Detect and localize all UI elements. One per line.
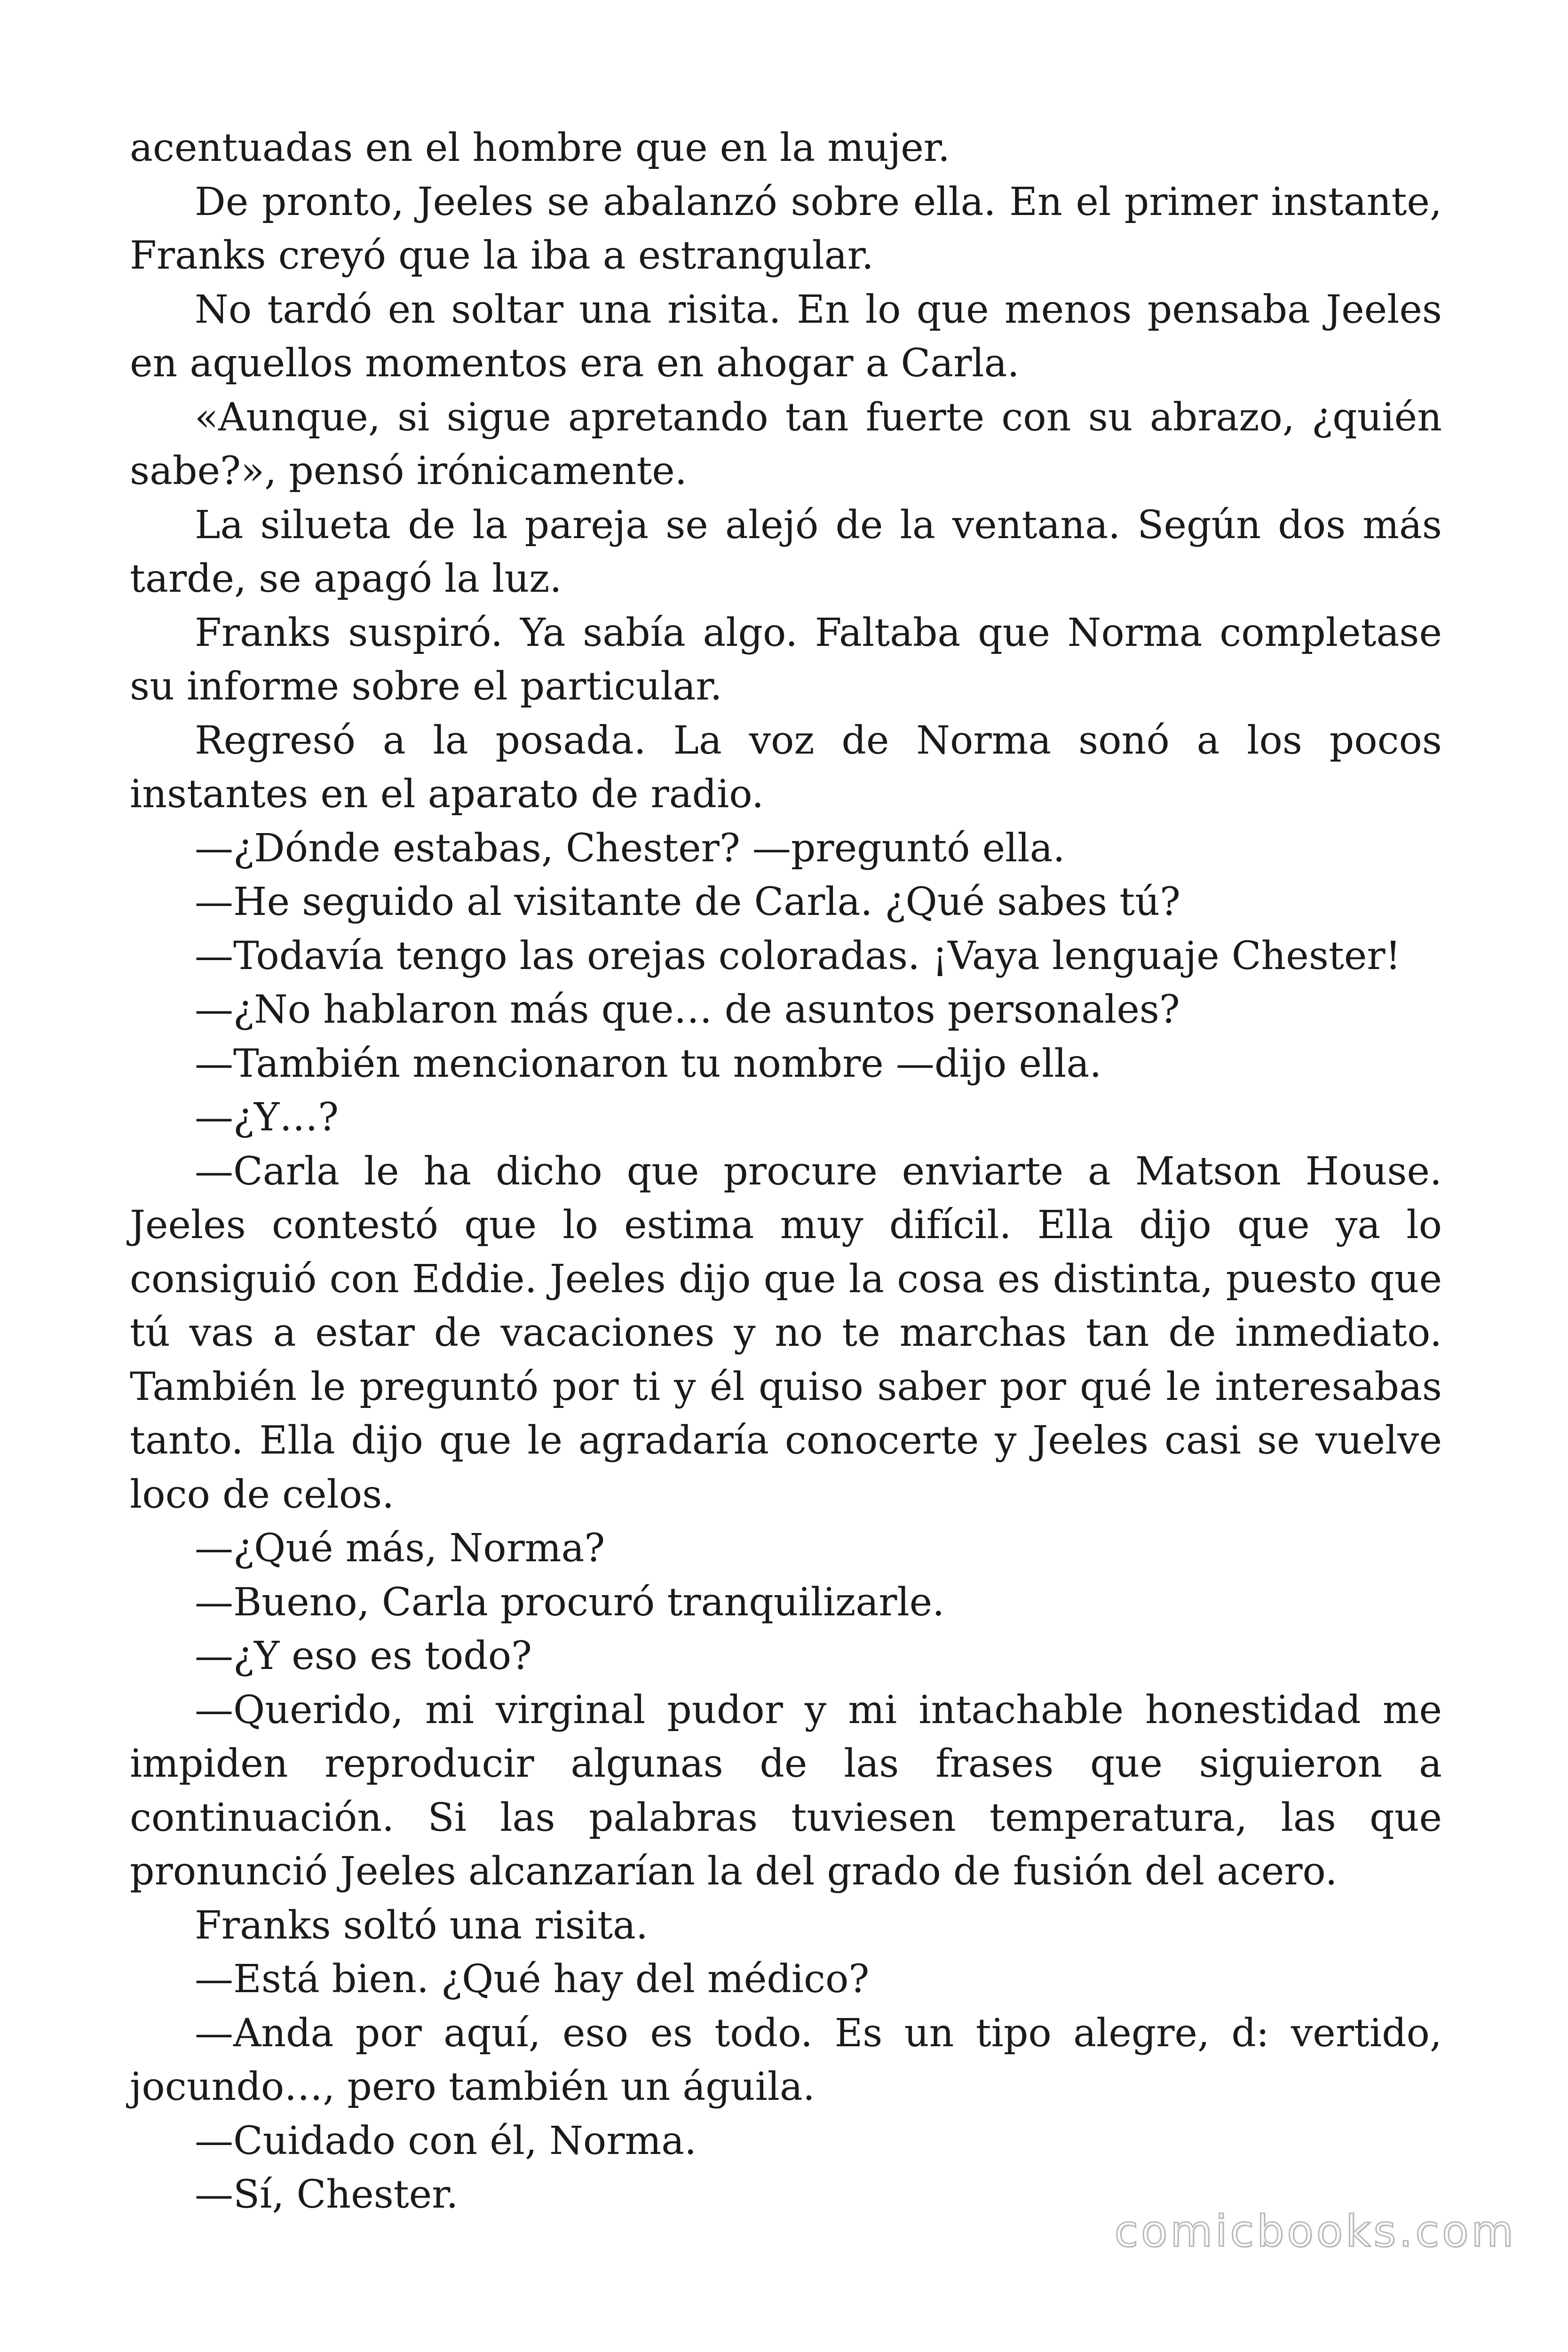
dialogue-line: —Cuidado con él, Norma. [195,2118,697,2163]
paragraph: Franks suspiró. Ya sabía algo. Faltaba que Norma completase su informe sobre el particular. [130,610,1442,709]
paragraph: Franks soltó una risita. [195,1903,648,1948]
page-body [130,121,1442,2222]
dialogue-line: —¿Y eso es todo? [195,1634,532,1678]
paragraph: No tardó en soltar una risita. En lo que menos pensaba Jeeles en aquellos momentos era en ahogar a Carla. [130,287,1442,386]
dialogue-line: —Anda por aquí, eso es todo. Es un tipo alegre, d: vertido, jocundo…, pero también un águila. [130,2010,1442,2109]
dialogue-line: —¿Y…? [195,1095,339,1140]
dialogue-line: —También mencionaron tu nombre —dijo ella. [195,1041,1102,1086]
dialogue-line: —Querido, mi virginal pudor y mi intachable honestidad me impiden reproducir algunas de las frases que siguieron a continuación. Si las palabras tuviesen temperatura, las que pronunció Jeeles alcanzarían la del grado de fusión del acero. [130,1687,1442,1894]
paragraph-continuation: acentuadas en el hombre que en la mujer. [130,126,950,170]
dialogue-line: —Bueno, Carla procuró tranquilizarle. [195,1580,945,1625]
dialogue-line: —He seguido al visitante de Carla. ¿Qué sabes tú? [195,880,1181,924]
watermark: comicbooks.com [1114,2206,1516,2257]
paragraph: La silueta de la pareja se alejó de la ventana. Según dos más tarde, se apagó la luz. [130,502,1442,601]
paragraph: De pronto, Jeeles se abalanzó sobre ella. En el primer instante, Franks creyó que la iba a estrangular. [130,179,1442,278]
dialogue-line: —Carla le ha dicho que procure enviarte a Matson House. Jeeles contestó que lo estima muy difícil. Ella dijo que ya lo consiguió con Eddie. Jeeles dijo que la cosa es distinta, puesto que tú vas a estar de vacaciones y no te marchas tan de inmediato. También le preguntó por ti y él quiso saber por qué le interesabas tanto. Ella dijo que le agradaría conocerte y Jeeles casi se vuelve loco de celos. [130,1149,1442,1517]
dialogue-line: —Todavía tengo las orejas coloradas. ¡Vaya lenguaje Chester! [195,933,1401,978]
dialogue-line: —¿Dónde estabas, Chester? —preguntó ella. [195,826,1065,871]
dialogue-line: —¿No hablaron más que… de asuntos personales? [195,987,1180,1032]
dialogue-line: —Está bien. ¿Qué hay del médico? [195,1957,870,2002]
dialogue-line: —Sí, Chester. [195,2172,459,2217]
dialogue-line: —¿Qué más, Norma? [195,1526,605,1571]
paragraph: Regresó a la posada. La voz de Norma sonó a los pocos instantes en el aparato de radio. [130,718,1442,817]
paragraph: «Aunque, si sigue apretando tan fuerte con su abrazo, ¿quién sabe?», pensó irónicamente. [130,395,1442,493]
